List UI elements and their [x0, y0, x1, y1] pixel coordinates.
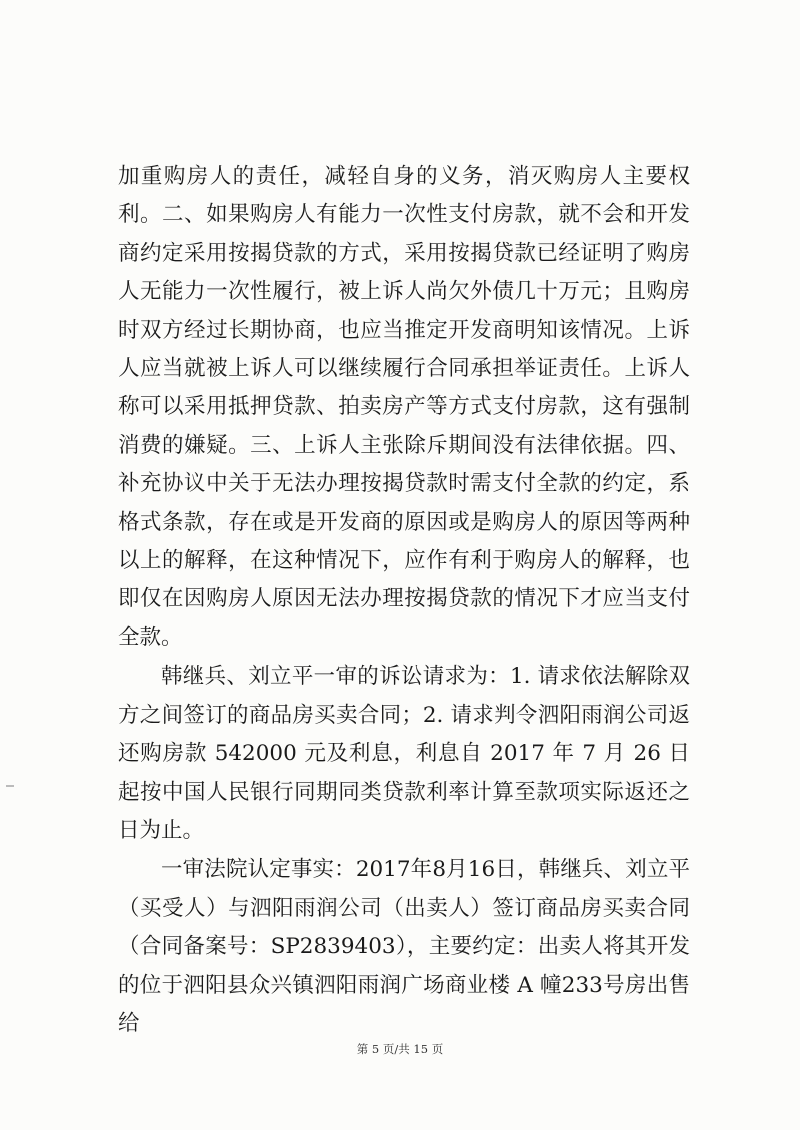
document-body — [118, 158, 690, 1043]
paragraph-appeal-reasons: 加重购房人的责任，减轻自身的义务，消灭购房人主要权利。二、如果购房人有能力一次性支付房款，就不会和开发商约定采用按揭贷款的方式，采用按揭贷款已经证明了购房人无能力一次性履行，被上诉人尚欠外债几十万元；且购房时双方经过长期协商，也应当推定开发商明知该情况。上诉人应当就被上诉人可以继续履行合同承担举证责任。上诉人称可以采用抵押贷款、拍卖房产等方式支付房款，这有强制消费的嫌疑。三、上诉人主张除斥期间没有法律依据。四、补充协议中关于无法办理按揭贷款时需支付全款的约定，系格式条款，存在或是开发商的原因或是购房人的原因等两种以上的解释，在这种情况下，应作有利于购房人的解释，也即仅在因购房人原因无法办理按揭贷款的情况下才应当支付全款。 — [118, 164, 690, 650]
scan-artifact — [6, 785, 14, 787]
page-footer: 第 5 页/共 15 页 — [356, 1042, 444, 1056]
paragraph-first-instance-claims: 韩继兵、刘立平一审的诉讼请求为：1. 请求依法解除双方之间签订的商品房买卖合同；2. 请求判令泗阳雨润公司返还购房款 542000 元及利息，利息自 2017 年 7 月 26 日起按中国人民银行同期同类贷款利率计算至款项实际返还之日为止。 — [118, 664, 690, 843]
paragraph-facts-found: 一审法院认定事实：2017年8月16日，韩继兵、刘立平（买受人）与泗阳雨润公司（出卖人）签订商品房买卖合同（合同备案号：SP2839403），主要约定：出卖人将其开发的位于泗阳县众兴镇泗阳雨润广场商业楼 A 幢233号房出售给 — [118, 857, 690, 1036]
